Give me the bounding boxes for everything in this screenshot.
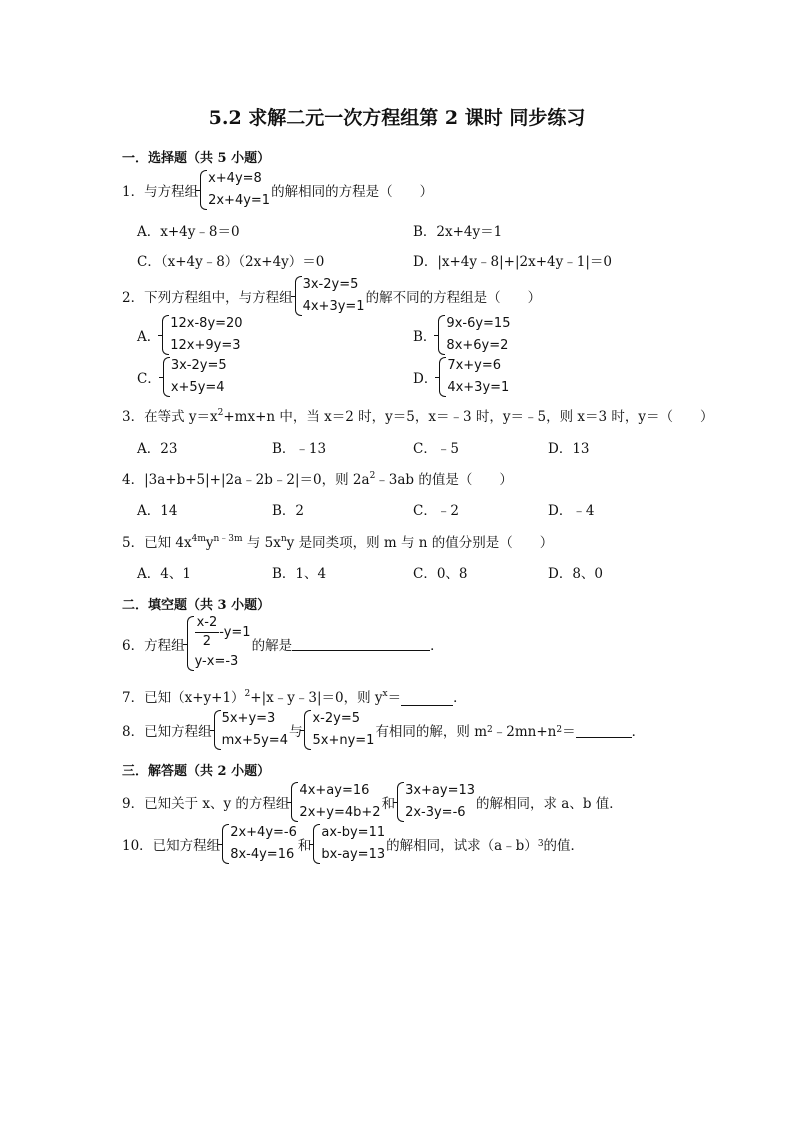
option-b-label: B． — [413, 329, 437, 345]
option-a: A．x+4y﹣8＝0 — [137, 224, 240, 240]
option-d — [413, 355, 510, 399]
equation — [195, 614, 251, 651]
question-1-suffix: 的解相同的方程是（ ） — [271, 184, 434, 200]
question-8-prefix: 8．已知方程组 — [122, 724, 212, 740]
exponent: 2 — [217, 408, 224, 418]
equation: y-x=-3 — [194, 654, 239, 669]
equation-system — [438, 355, 509, 399]
equation: 3x-2y=5 — [170, 358, 227, 373]
equation-system — [294, 274, 365, 318]
equation: mx+5y=4 — [221, 733, 288, 748]
question-5-text: y 是同类项，则 m 与 n 的值分别是（ ） — [286, 535, 554, 551]
question-4-text: ﹣3ab 的值是（ ） — [375, 472, 513, 488]
question-5-text: 5．已知 4x — [122, 535, 192, 551]
question-5-text: y — [205, 535, 214, 551]
fraction-numerator: x-2 — [195, 614, 220, 633]
question-4-text: 4．|3a+b+5|+|2a﹣2b﹣2|＝0，则 2a — [122, 472, 370, 488]
equation-system — [199, 168, 270, 212]
equation: 4x+3y=1 — [447, 380, 510, 395]
section-heading-choice: 一．选择题（共 5 小题） — [122, 151, 271, 166]
equation: 3x-2y=5 — [302, 277, 359, 292]
question-3 — [122, 405, 714, 425]
equation: 5x+ny=1 — [312, 733, 375, 748]
option-c: C．0、8 — [413, 566, 468, 582]
answer-blank[interactable] — [576, 723, 632, 738]
option-a — [137, 313, 244, 357]
equation: 4x+3y=1 — [302, 299, 365, 314]
option-d: D．|x+4y﹣8|+|2x+4y﹣1|＝0 — [413, 254, 612, 270]
question-5 — [122, 531, 553, 551]
answer-blank[interactable] — [401, 691, 453, 706]
period: ． — [453, 690, 467, 706]
equation: 12x+9y=3 — [170, 338, 241, 353]
option-b: B．1、4 — [272, 566, 327, 582]
equation: 3x+ay=13 — [405, 783, 476, 798]
question-8: 8．已知方程组 5x+y=3 mx+5y=4 与 x-2y=5 5x+ny=1 有相同的解，则 m 2 ﹣2mn+n 2 ＝ ． — [122, 708, 645, 752]
question-9-suffix: 的解相同，求 a、b 值． — [476, 796, 623, 812]
equation: 4x+ay=16 — [299, 783, 370, 798]
equation: x+4y=8 — [208, 171, 262, 186]
question-7-text: 7．已知（x+y+1） — [122, 690, 245, 706]
question-2 — [122, 274, 541, 318]
question-1-prefix: 1．与方程组 — [122, 184, 199, 200]
equation-system — [312, 822, 385, 866]
question-7-text: +|x﹣y﹣3|＝0，则 y — [250, 690, 383, 706]
question-9-prefix: 9．已知关于 x、y 的方程组 — [122, 796, 290, 812]
question-3-text: +mx+n 中，当 x＝2 时，y＝5，x＝﹣3 时，y＝﹣5，则 x＝3 时，y＝（ ） — [223, 409, 714, 425]
option-b: B．2 — [272, 503, 305, 519]
fraction-denominator: 2 — [202, 634, 212, 649]
equation: x-2y=5 — [312, 711, 360, 726]
equation: x+5y=4 — [170, 380, 225, 395]
option-a-label: A． — [137, 329, 161, 345]
option-b: B．2x+4y＝1 — [413, 224, 503, 240]
question-3-text: 3．在等式 y＝x — [122, 409, 218, 425]
option-d-label: D． — [413, 371, 438, 387]
connector-text: 和 — [297, 838, 312, 854]
option-c: C．（x+4y﹣8）（2x+4y）＝0 — [137, 254, 325, 270]
option-b — [413, 313, 511, 357]
question-8-text: ＝ — [562, 724, 576, 740]
question-2-suffix: 的解不同的方程组是（ ） — [365, 290, 542, 306]
option-c-label: C． — [137, 371, 161, 387]
option-a: A．14 — [137, 503, 178, 519]
equation-rest: -y=1 — [219, 624, 251, 640]
exponent: n﹣3m — [213, 534, 243, 544]
equation-system — [221, 822, 297, 866]
equation: 8x-4y=16 — [230, 847, 295, 862]
option-c: C．﹣2 — [413, 503, 459, 519]
option-b: B．﹣13 — [272, 441, 327, 457]
option-c: C．﹣5 — [413, 441, 459, 457]
question-9 — [122, 780, 623, 824]
equation-system — [162, 355, 227, 399]
equation: 5x+y=3 — [221, 711, 276, 726]
answer-blank[interactable] — [292, 636, 430, 651]
equation-system — [396, 780, 475, 824]
equation: 8x+6y=2 — [446, 338, 509, 353]
option-d: D．8、0 — [548, 566, 604, 582]
exponent: 4m — [191, 534, 206, 544]
question-4 — [122, 468, 513, 488]
question-6-suffix: 的解是 — [251, 637, 293, 654]
option-c — [137, 355, 228, 399]
equation: 9x-6y=15 — [446, 316, 511, 331]
option-a: A．4、1 — [137, 566, 191, 582]
question-7 — [122, 686, 467, 706]
option-d: D．﹣4 — [548, 503, 595, 519]
question-10-text: 的值． — [543, 838, 585, 854]
question-5-text: 与 5x — [242, 535, 281, 551]
question-10-text: 的解相同，试求（a﹣b） — [386, 838, 538, 854]
question-7-text: ＝ — [387, 690, 402, 706]
period: ． — [631, 724, 646, 740]
equation: bx-ay=13 — [321, 847, 386, 862]
equation-system — [303, 708, 374, 752]
option-d: D．13 — [548, 441, 590, 457]
section-heading-answer: 三．解答题（共 2 小题） — [122, 764, 271, 779]
equation: 2x+4y=1 — [208, 193, 271, 208]
exponent: x — [382, 689, 388, 699]
page-title: 5.2 求解二元一次方程组第 2 课时 同步练习 — [208, 107, 586, 129]
question-10: 10．已知方程组 2x+4y=-6 8x-4y=16 和 ax-by=11 bx-ay=13 的解相同，试求（a﹣b） 3 的值． — [122, 822, 584, 866]
fraction — [195, 614, 220, 651]
exponent: n — [280, 534, 287, 544]
equation-system — [186, 614, 251, 673]
exponent: 2 — [244, 689, 251, 699]
equation: 12x-8y=20 — [170, 316, 243, 331]
equation-system — [161, 313, 242, 357]
question-1 — [122, 168, 433, 212]
question-10-prefix: 10．已知方程组 — [122, 838, 221, 854]
section-heading-fill: 二．填空题（共 3 小题） — [122, 598, 271, 613]
question-2-prefix: 2．下列方程组中，与方程组 — [122, 290, 293, 306]
question-6-prefix: 6．方程组 — [122, 637, 185, 654]
connector-text: 与 — [288, 724, 303, 740]
question-8-text: 有相同的解，则 m — [375, 724, 488, 740]
equation: ax-by=11 — [321, 825, 386, 840]
equation-system — [213, 708, 288, 752]
period: ． — [430, 637, 444, 654]
connector-text: 和 — [381, 796, 396, 812]
option-a: A．23 — [137, 441, 178, 457]
exponent: 2 — [369, 471, 376, 481]
equation-system — [290, 780, 380, 824]
equation: 2x+4y=-6 — [230, 825, 297, 840]
equation: 7x+y=6 — [447, 358, 502, 373]
question-8-text: ﹣2mn+n — [492, 724, 557, 740]
equation: 2x-3y=-6 — [405, 805, 466, 820]
question-6 — [122, 614, 444, 673]
equation-system — [437, 313, 510, 357]
equation: 2x+y=4b+2 — [299, 805, 381, 820]
